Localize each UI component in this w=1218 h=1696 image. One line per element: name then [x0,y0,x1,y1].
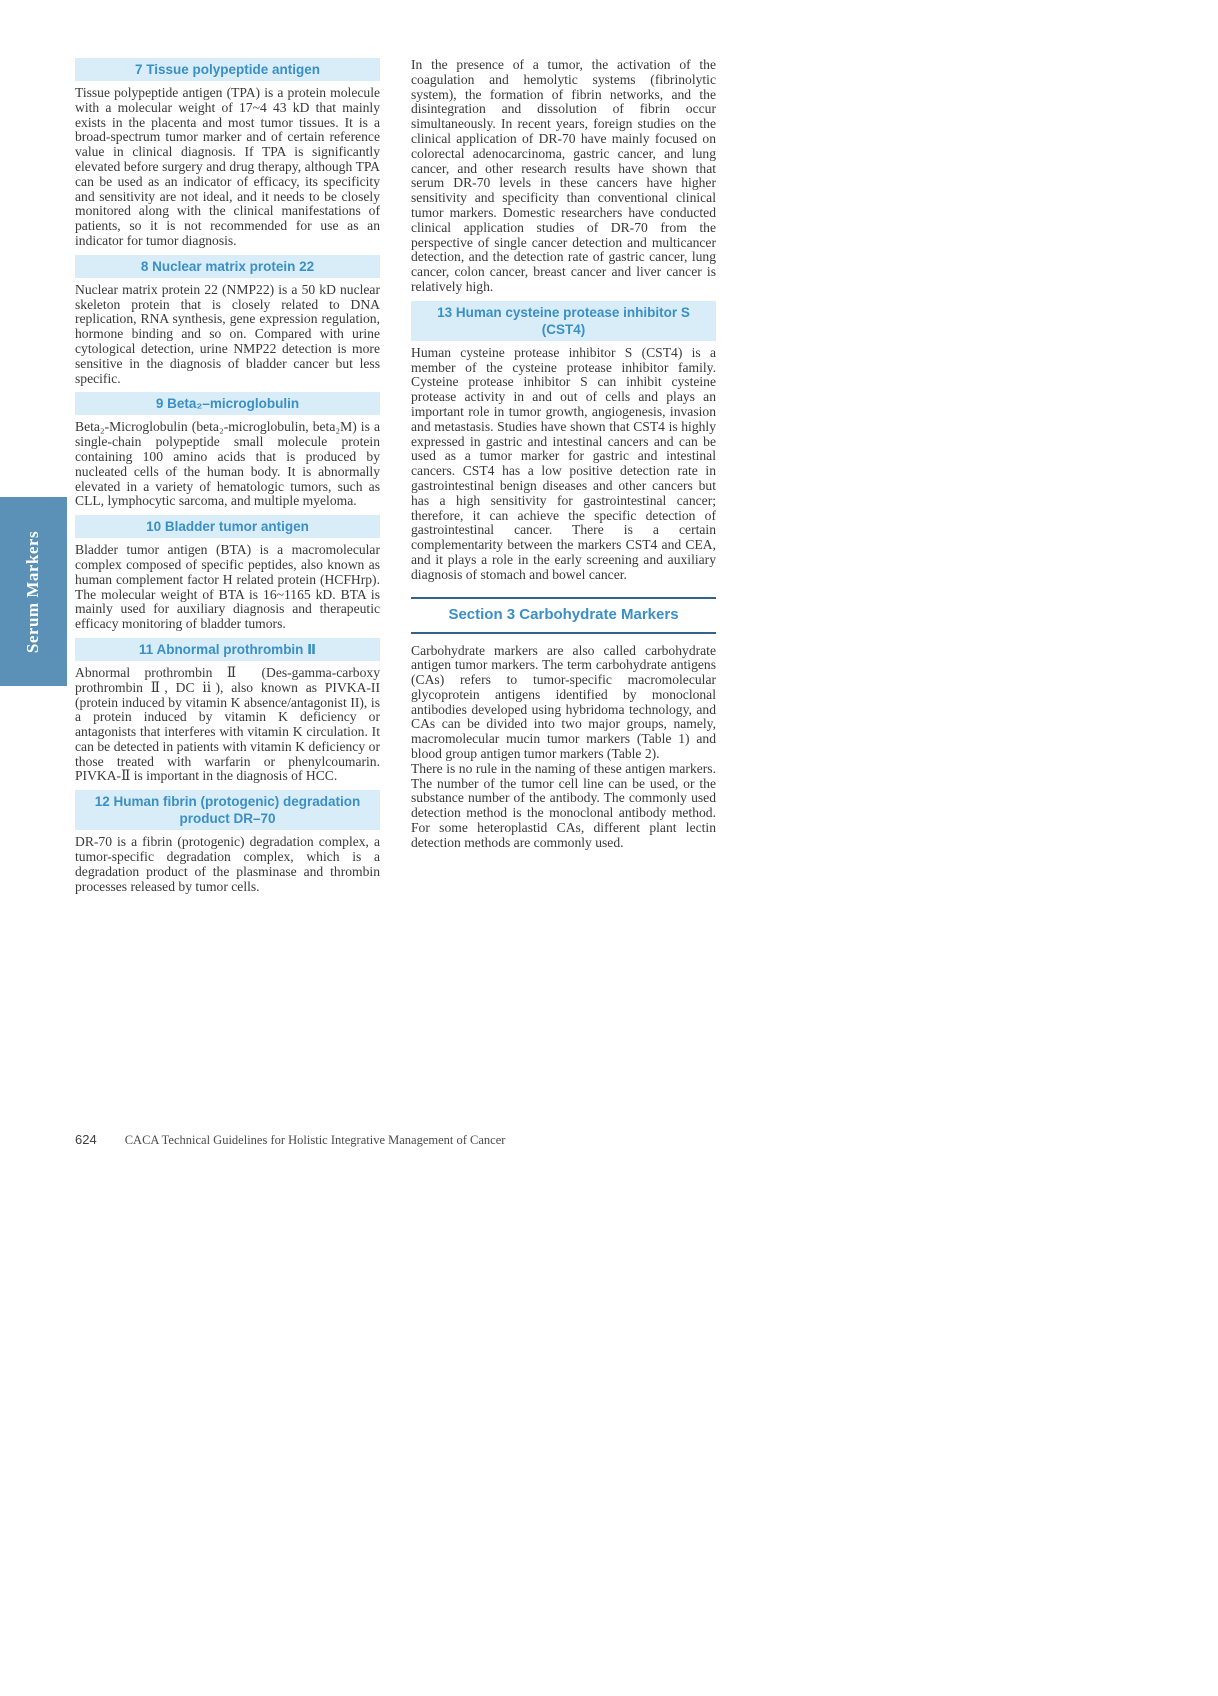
page-number: 624 [75,1132,97,1147]
sidebar-tab-label: Serum Markers [23,530,43,653]
section-13-heading: 13 Human cysteine protease inhibitor S (CST4) [411,301,716,341]
footer-title: CACA Technical Guidelines for Holistic Integrative Management of Cancer [124,1133,506,1147]
section-7-heading: 7 Tissue polypeptide antigen [75,58,380,81]
section-10-heading: 10 Bladder tumor antigen [75,515,380,538]
section-13-body: Human cysteine protease inhibitor S (CST4) is a member of the cysteine protease inhibitor family. Cysteine protease inhibitor S can inhibit cysteine protease activity in and out of cells and plays an important role in tumor growth, angiogenesis, invasion and metastasis. Studies have shown that CST4 is highly expressed in gastric and intestinal cancers and can be used as a tumor marker for gastric and intestinal cancers. CST4 has a low positive detection rate in gastrointestinal benign diseases and other cancers but has a high sensitivity for gastrointestinal cancer; therefore, it can achieve the specific detection of gastrointestinal cancer. There is a certain complementarity between the markers CST4 and CEA, and it plays a role in the early screening and auxiliary diagnosis of stomach and bowel cancer. [411,344,716,582]
sidebar-tab-serum-markers [0,497,67,686]
section-9-body: Beta₂-Microglobulin (beta₂-microglobulin, beta₂M) is a single-chain polypeptide small molecule protein containing 100 amino acids that is produced by nucleated cells of the human body. It is abnormally elevated in a variety of hematologic tumors, such as CLL, lymphocytic sarcoma, and multiple myeloma. [75,419,380,509]
left-column [75,58,380,894]
section-3-paragraph-2: There is no rule in the naming of these antigen markers. The number of the tumor cell line can be used, or the substance number of the antibody. The commonly used detection method is the monoclonal antibody method. For some heteroplastid CAs, different plant lectin detection methods are commonly used. [411,760,716,850]
section-8-heading: 8 Nuclear matrix protein 22 [75,255,380,278]
section-3-paragraph-1: Carbohydrate markers are also called carbohydrate antigen tumor markers. The term carbohydrate antigens (CAs) refers to tumor-specific macromolecular glycoprotein antigens identified by monoclonal antibodies developed using hybridoma technology, and CAs can be divided into two major groups, namely, macromolecular mucin tumor markers (Table 1) and blood group antigen tumor markers (Table 2). [411,642,716,762]
section-11-body: Abnormal prothrombin Ⅱ (Des-gamma-carboxy prothrombin Ⅱ, DC ⅱ), also known as PIVKA-II (protein induced by vitamin K absence/antagonist II), is a protein induced by vitamin K deficiency or antagonists that interferes with vitamin K circulation. It can be detected in patients with vitamin K deficiency or those treated with warfarin or phenylcoumarin. PIVKA-Ⅱ is important in the diagnosis of HCC. [75,664,380,784]
section-12-continuation: In the presence of a tumor, the activation of the coagulation and hemolytic systems (fibrinolytic system), the formation of fibrin networks, and the disintegration and dissolution of fibrin occur simultaneously. In recent years, foreign studies on the clinical application of DR-70 have mainly focused on colorectal adenocarcinoma, gastric cancer, and lung cancer, and other research results have shown that serum DR-70 levels in these cancers have higher sensitivity and specificity than conventional clinical tumor markers. Domestic researchers have conducted clinical application studies of DR-70 from the perspective of single cancer detection and multicancer detection, and the detection rate of gastric cancer, lung cancer, colon cancer, breast cancer and liver cancer is relatively high. [411,57,716,294]
page-content [75,58,716,894]
section-11-heading: 11 Abnormal prothrombin Ⅱ [75,638,380,661]
right-column [411,58,716,894]
section-12-heading: 12 Human fibrin (protogenic) degradation product DR–70 [75,790,380,830]
section-7-body: Tissue polypeptide antigen (TPA) is a protein molecule with a molecular weight of 17~4 43 kD that mainly exists in the placenta and most tumor tissues. It is a broad-spectrum tumor marker and of certain reference value in clinical diagnosis. If TPA is significantly elevated before surgery and drug therapy, although TPA can be used as an indicator of efficacy, its specificity and sensitivity are not ideal, and it needs to be closely monitored along with the clinical manifestations of patients, so it is not recommended for use as an indicator for tumor diagnosis. [75,85,380,248]
section-10-body: Bladder tumor antigen (BTA) is a macromolecular complex composed of specific peptides, also known as human complement factor H related protein (HCFHrp). The molecular weight of BTA is 16~1165 kD. BTA is mainly used for auxiliary diagnosis and therapeutic efficacy monitoring of bladder tumors. [75,542,380,632]
page-footer [75,1131,505,1149]
section-9-heading: 9 Beta₂–microglobulin [75,392,380,415]
section-3-title: Section 3 Carbohydrate Markers [411,597,716,634]
section-12-body: DR-70 is a fibrin (protogenic) degradation complex, a tumor-specific degradation complex, which is a degradation product of the plasminase and thrombin processes released by tumor cells. [75,834,380,894]
section-8-body: Nuclear matrix protein 22 (NMP22) is a 50 kD nuclear skeleton protein that is closely related to DNA replication, RNA synthesis, gene expression regulation, hormone binding and so on. Compared with urine cytological detection, urine NMP22 detection is more sensitive in the diagnosis of bladder cancer but less specific. [75,281,380,386]
